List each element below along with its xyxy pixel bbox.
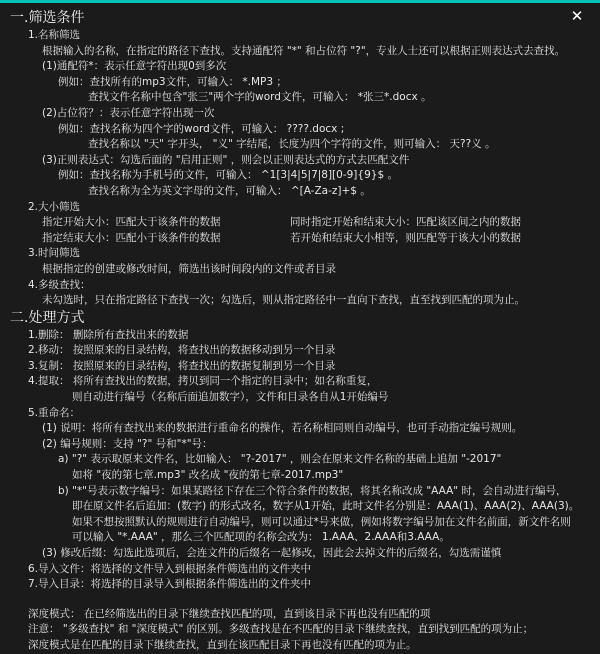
rename-rule-a-1: a) "?" 表示取原来文件名，比如输入： "?-2017" ，则会在原来文件名称的基础上追加 "-2017": [58, 453, 502, 466]
size-row-1: [10, 215, 590, 231]
rename-rule: (2) 编号规则：支持 "?" 号和"*"号：: [42, 437, 213, 450]
section-filter-title: 一.筛选条件: [10, 10, 85, 26]
regex-example-2: 查找名称为全为英文字母的文件，可输入： ^[A-Za-z]+$ 。: [88, 184, 371, 197]
rename-rule-b-3: 如果不想按照默认的规则进行自动编号，则可以通过*号来做，例如将数字编号加在文件名前面，新文件名则: [72, 515, 571, 528]
size-row-2: [10, 231, 590, 247]
process-copy: 3.复制： 按照原来的目录结构，将查找出的数据复制到另一个目录: [28, 359, 336, 372]
placeholder-heading: (2)占位符？：表示任意字符出现一次: [42, 106, 215, 119]
process-move: 2.移动： 按照原来的目录结构，将查找出的数据移动到另一个目录: [28, 344, 336, 357]
wildcard-example-2: 查找文件名称中包含"张三"两个字的word文件，可输入： *张三*.docx 。: [88, 91, 432, 104]
size-end-desc: 指定结束大小：匹配小于该条件的数据: [42, 231, 221, 244]
process-delete: 1.删除： 删除所有查找出来的数据: [28, 328, 189, 341]
rename-heading: 5.重命名：: [28, 406, 81, 419]
rename-rule-a-2: 如将 "夜的第七章.mp3" 改名成 "夜的第七章-2017.mp3": [72, 469, 344, 482]
regex-example-1: 例如：查找名称为手机号的文件，可输入： ^1[3|4|5|7|8][0-9]{9}$ 。: [58, 169, 398, 182]
size-start-desc: 指定开始大小：匹配大于该条件的数据: [42, 216, 221, 229]
difference-note-2: 深度模式是在匹配的目录下继续查找，直到在该匹配目录下再也没有匹配的项为止。: [28, 638, 417, 651]
placeholder-example-2: 查找名称以 "天" 字开头， "义" 字结尾，长度为四个字符的文件，则可输入： 天??义 。: [88, 138, 496, 151]
wildcard-example-1: 例如：查找所有的mp3文件，可输入： *.MP3 ；: [58, 75, 287, 88]
multi-level-desc: 未勾选时，只在指定路径下查找一次；勾选后，则从指定路径中一直向下查找，直至找到匹配的项为止。: [42, 294, 525, 307]
process-import-dir: 7.导入目录：将选择的目录导入到根据条件筛选出的文件夹中: [28, 578, 312, 591]
size-filter-heading: 2.大小筛选: [28, 200, 81, 213]
multi-level-heading: 4.多级查找：: [28, 278, 91, 291]
size-range-desc: 同时指定开始和结束大小：匹配该区间之内的数据: [290, 216, 521, 229]
difference-note-1: 注意： "多级查找" 和 "深度模式" 的区别。多级查找是在不匹配的目录下继续查找，直到找到匹配的项为止；: [28, 623, 534, 636]
process-extract-1: 4.提取： 将所有查找出的数据，拷贝到同一个指定的目录中；如名称重复，: [28, 375, 378, 388]
wildcard-heading: (1)通配符*：表示任意字符出现0到多次: [42, 60, 227, 73]
name-filter-desc: 根据输入的名称，在指定的路径下查找。支持通配符 "*" 和占位符 "?"，专业人士还可以根据正则表达式去查找。: [42, 44, 566, 57]
name-filter-heading: 1.名称筛选: [28, 29, 81, 41]
rename-rule-b-1: b) "*"号表示数字编号：如果某路径下存在三个符合条件的数据，将其名称改成 "AAA" 时，会自动进行编号，: [58, 484, 567, 497]
regex-heading: (3)正则表达式：勾选后面的 "启用正则" ，则会以正则表达式的方式去匹配文件: [42, 153, 410, 166]
deep-mode-desc: 深度模式： 在已经筛选出的目录下继续查找匹配的项，直到该目录下再也没有匹配的项: [28, 607, 431, 620]
size-equal-desc: 若开始和结束大小相等，则匹配等于该大小的数据: [290, 231, 521, 244]
placeholder-example-1: 例如：查找名称为四个字的word文件，可输入： ????.docx ;: [58, 122, 345, 135]
rename-rule-b-2: 即在原文件名后追加：(数字) 的形式改名，数字从1开始，此时文件名分别是：AAA(1)、AAA(2)、AAA(3)。: [72, 500, 580, 513]
rename-rule-b-4: 可以输入 "*.AAA" ，那么三个匹配项的名称会改为： 1.AAA、2.AAA和3.AAA。: [72, 531, 450, 544]
process-extract-2: 则自动进行编号（名称后面追加数字），文件和目录各自从1开始编号: [72, 391, 389, 404]
close-icon[interactable]: ✕: [570, 7, 584, 25]
section-process-title: 二.处理方式: [10, 309, 85, 326]
rename-note: (1) 说明：将所有查找出来的数据进行重命名的操作，若名称相同则自动编号，也可手动指定编号规则。: [42, 422, 523, 435]
time-filter-desc: 根据指定的创建或修改时间，筛选出该时间段内的文件或者目录: [42, 262, 336, 275]
rename-extension: (3) 修改后缀：勾选此选项后，会连文件的后缀名一起修改，因此会去掉文件的后缀名，勾选需谨慎: [42, 547, 502, 559]
process-import-file: 6.导入文件：将选择的文件导入到根据条件筛选出的文件夹中: [28, 562, 312, 575]
help-content: [0, 3, 600, 654]
time-filter-heading: 3.时间筛选: [28, 247, 81, 260]
